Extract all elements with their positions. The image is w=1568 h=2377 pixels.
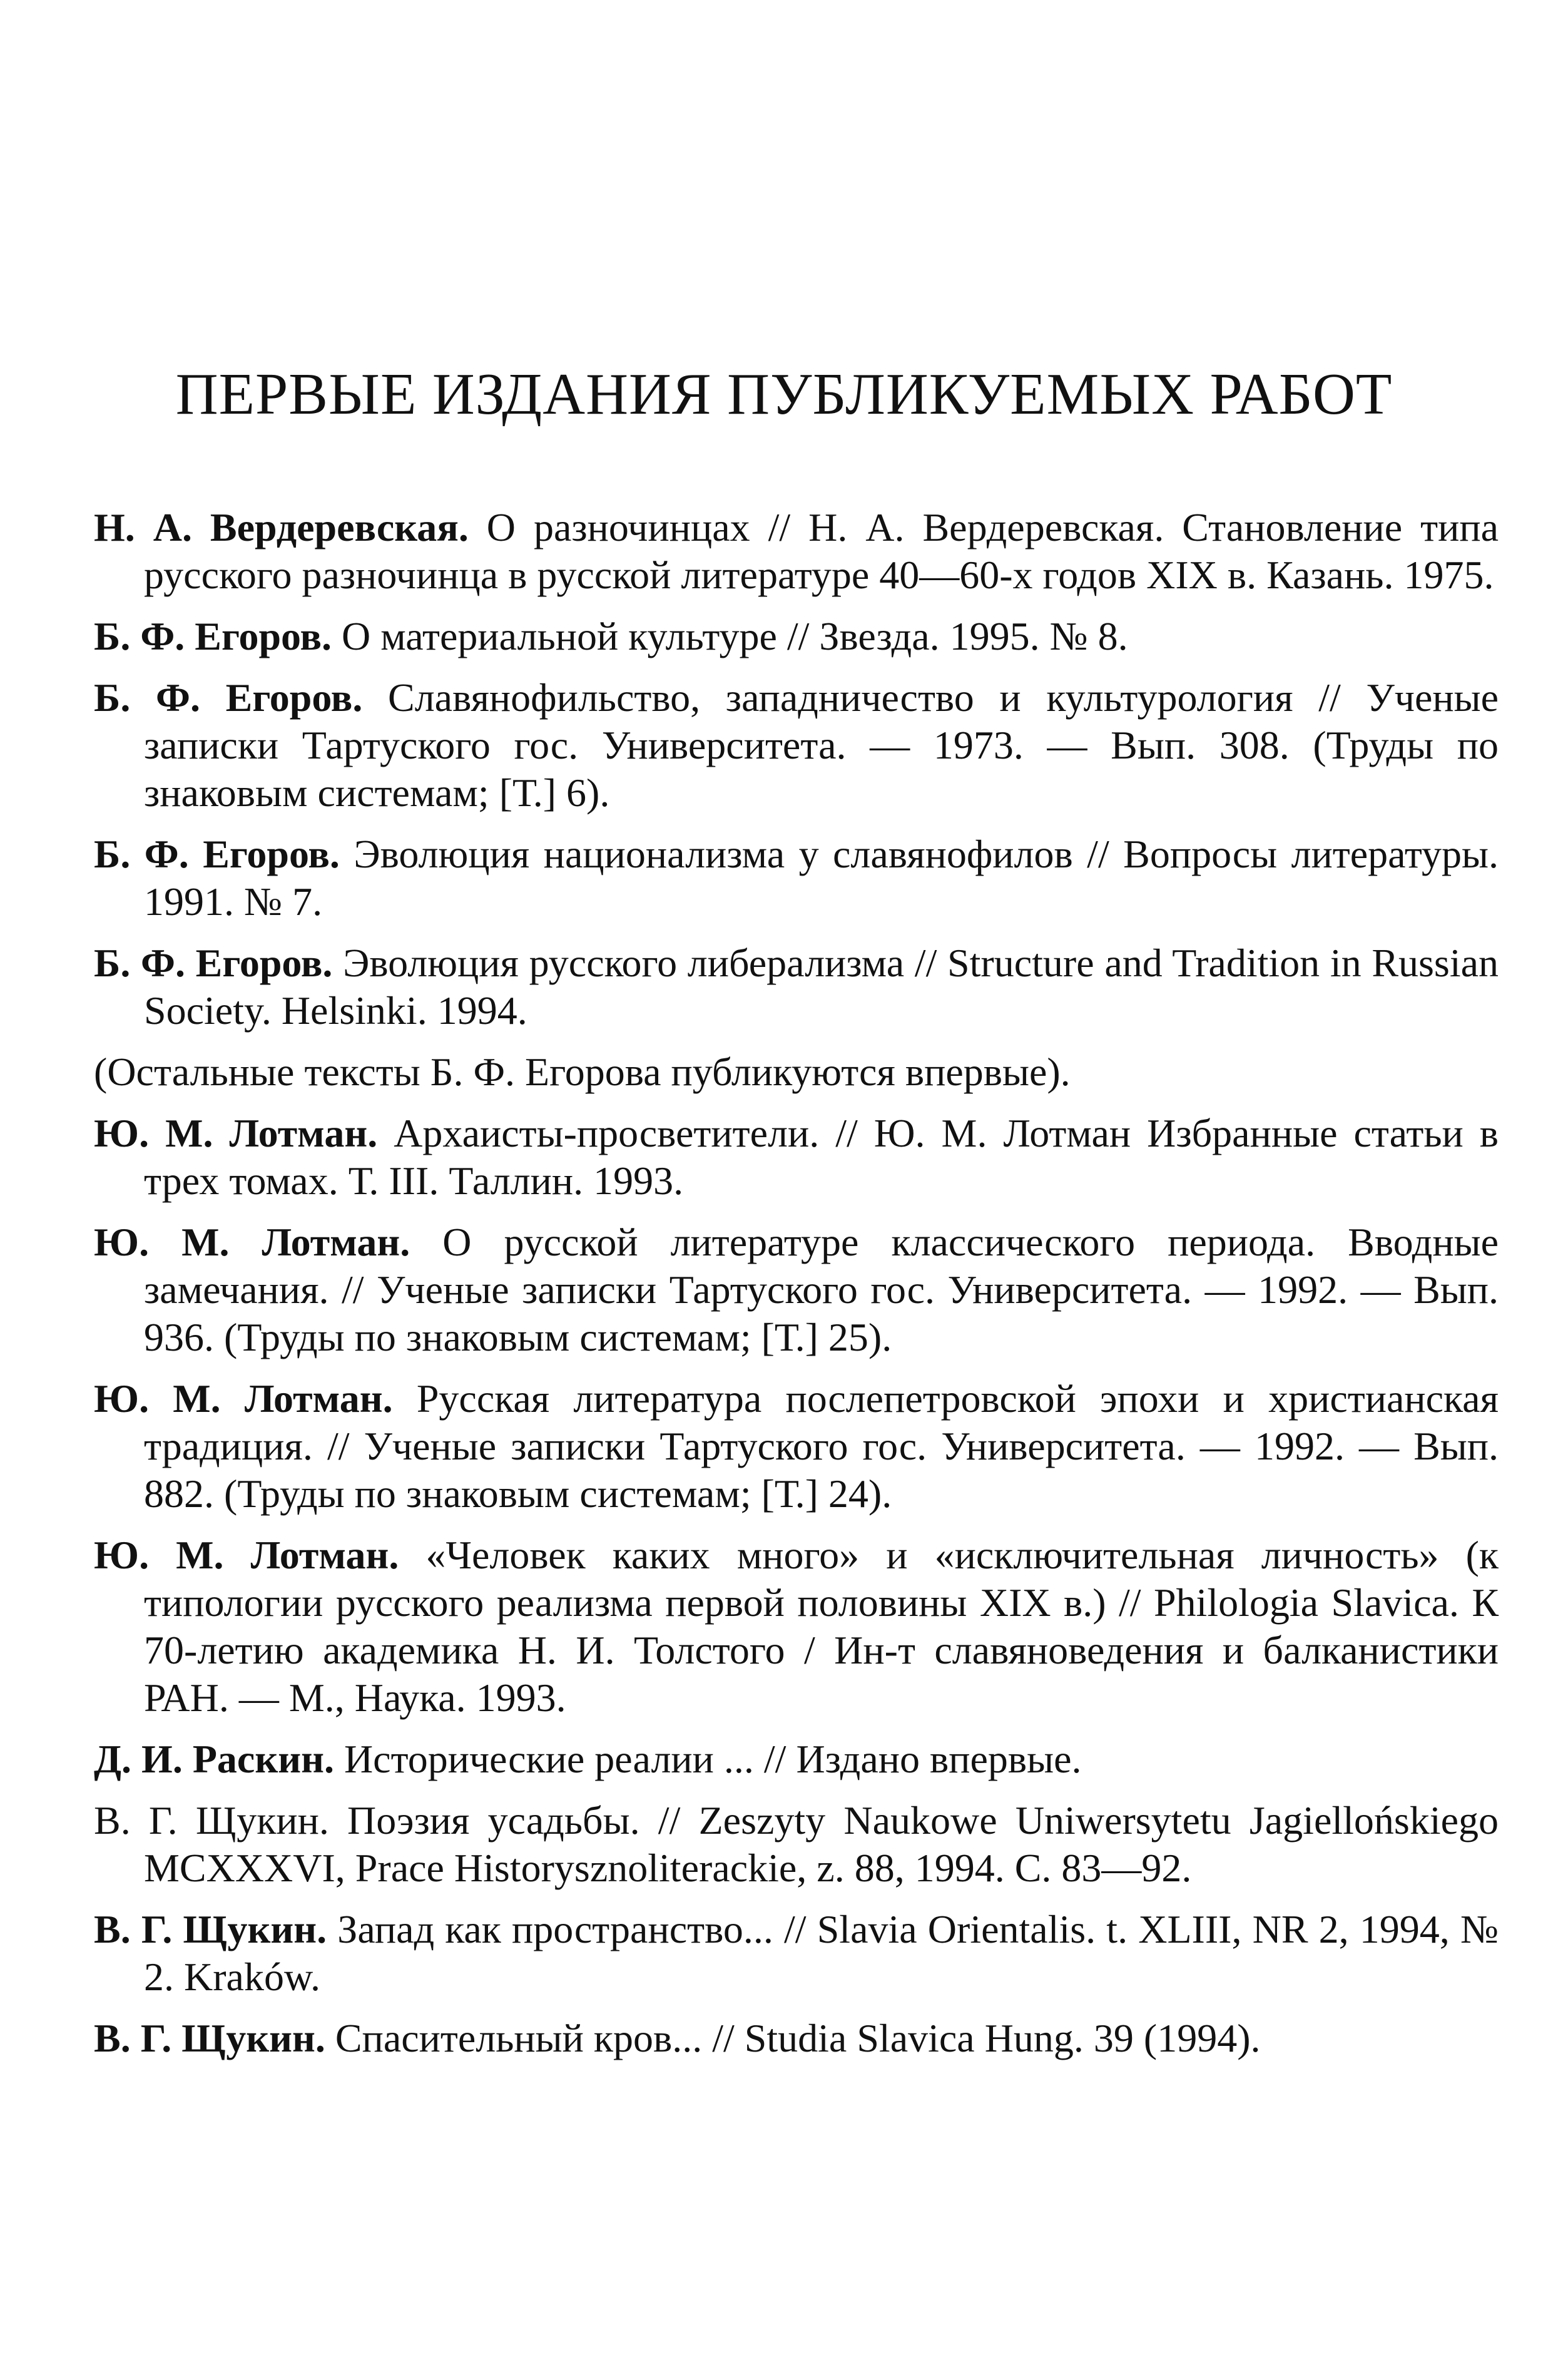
list-item bbox=[94, 674, 1499, 817]
entry-text: Спасительный кров... // Studia Slavica Hung. 39 (1994). bbox=[325, 2016, 1261, 2060]
list-item bbox=[94, 1797, 1499, 1892]
list-item bbox=[94, 1375, 1499, 1518]
entry-text: Эволюция национализма у славянофилов // Вопросы литературы. 1991. № 7. bbox=[144, 832, 1499, 924]
list-item bbox=[94, 1110, 1499, 1205]
entry-text: Исторические реалии ... // Издано впервые. bbox=[333, 1737, 1082, 1781]
entry-author: В. Г. Щукин. bbox=[94, 2016, 325, 2060]
entry-text: «Человек каких много» и «исключительная личность» (к типологии русского реализма первой половины XIX в.) // Philologia Slavica. К 70-летию академика Н. И. Толстого / Ин-т славяноведения и балканистики РАН. — М., Наука. 1993. bbox=[144, 1533, 1499, 1720]
entry-author: Ю. М. Лотман. bbox=[94, 1111, 378, 1155]
list-item bbox=[94, 504, 1499, 599]
list-item bbox=[94, 1906, 1499, 2001]
entry-author: Н. А. Вердеревская. bbox=[94, 505, 469, 550]
entry-text: Запад как пространство... // Slavia Orientalis. t. XLIII, NR 2, 1994, № 2. Kraków. bbox=[144, 1907, 1499, 1999]
entry-text: Архаисты-просветители. // Ю. М. Лотман Избранные статьи в трех томах. Т. III. Таллин. 1993. bbox=[144, 1111, 1499, 1203]
entry-text: О русской литературе классического периода. Вводные замечания. // Ученые записки Тартуского гос. Университета. — 1992. — Вып. 936. (Труды по знаковым системам; [Т.] 25). bbox=[144, 1220, 1499, 1359]
entry-author: Б. Ф. Егоров. bbox=[94, 941, 333, 985]
entry-author: В. Г. Щукин. bbox=[94, 1907, 327, 1951]
editorial-note: (Остальные тексты Б. Ф. Егорова публикуются впервые). bbox=[94, 1050, 1071, 1094]
entry-author: Ю. М. Лотман. bbox=[94, 1376, 393, 1421]
list-item bbox=[94, 613, 1499, 660]
publication-list bbox=[94, 504, 1499, 2076]
list-item bbox=[94, 939, 1499, 1035]
entry-author: Б. Ф. Егоров. bbox=[94, 832, 340, 876]
list-item bbox=[94, 1219, 1499, 1361]
entry-text: В. Г. Щукин. Поэзия усадьбы. // Zeszyty Naukowe Uniwersytetu Jagiellońskiego MCXXXVI, Prace Historysznoliterackie, z. 88, 1994. С. 83—92. bbox=[94, 1798, 1499, 1890]
entry-author: Д. И. Раскин. bbox=[94, 1737, 334, 1781]
entry-text: О материальной культуре // Звезда. 1995. № 8. bbox=[332, 614, 1128, 658]
entry-author: Б. Ф. Егоров. bbox=[94, 614, 332, 658]
entry-author: Б. Ф. Егоров. bbox=[94, 675, 363, 720]
entry-author: Ю. М. Лотман. bbox=[94, 1220, 410, 1264]
list-item bbox=[94, 1531, 1499, 1722]
list-item bbox=[94, 2015, 1499, 2062]
list-item bbox=[94, 831, 1499, 926]
page-title: ПЕРВЫЕ ИЗДАНИЯ ПУБЛИКУЕМЫХ РАБОТ bbox=[175, 362, 1393, 427]
entry-text: Славянофильство, западничество и культурология // Ученые записки Тартуского гос. Университета. — 1973. — Вып. 308. (Труды по знаковым системам; [Т.] 6). bbox=[144, 675, 1499, 815]
entry-text: Эволюция русского либерализма // Structure and Tradition in Russian Society. Helsinki. 1994. bbox=[144, 941, 1499, 1033]
entry-text: Русская литература послепетровской эпохи и христианская традиция. // Ученые записки Тартуского гос. Университета. — 1992. — Вып. 882. (Труды по знаковым системам; [Т.] 24). bbox=[144, 1376, 1499, 1516]
entry-author: Ю. М. Лотман. bbox=[94, 1533, 399, 1577]
list-item bbox=[94, 1735, 1499, 1783]
entry-text: О разночинцах // Н. А. Вердеревская. Становление типа русского разночинца в русской литературе 40—60-х годов XIX в. Казань. 1975. bbox=[144, 505, 1499, 597]
